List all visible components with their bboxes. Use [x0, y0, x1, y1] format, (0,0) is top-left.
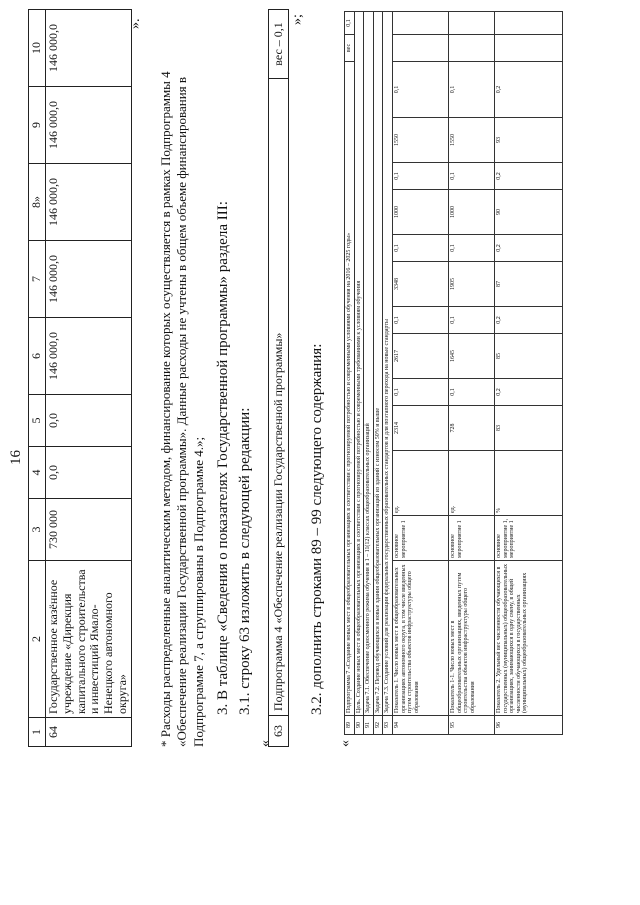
cell-value: 728 [448, 406, 494, 451]
cell-value: 1550 [392, 118, 448, 163]
table-row [448, 12, 494, 735]
row-text: Показатель 1-1. Число новых мест в общеобразовательных организациях, введенных путем строительства объектов инфраструктуры общего образования [448, 561, 494, 716]
cell-weight: 0,2 [494, 307, 562, 334]
row-text: Задача 7.1. Обеспечение односменного режима обучения в 1 – 11(12) классах общеобразовательных организаций [364, 12, 374, 716]
cell-value: 146 000,0 [46, 318, 132, 395]
row-unit: ед. [448, 451, 494, 516]
row-number: 90 [354, 716, 364, 735]
header-cell: 4 [29, 447, 46, 499]
item-3-1: 3.1. строку 63 изложить в следующей редакции: [237, 407, 253, 715]
row-unit: % [494, 451, 562, 516]
cell-weight: 0,1 [448, 307, 494, 334]
header-cell: 6 [29, 318, 46, 395]
row-number: 64 [46, 718, 132, 747]
table-row [354, 12, 364, 735]
row-kind: основное мероприятие 1 [392, 516, 448, 561]
row-name: Государственное казённое учреждение «Дирекция капитального строительства и инвестиций Ямало-Ненецкого автономного округа» [46, 561, 132, 718]
cell-value: 146 000,0 [46, 164, 132, 241]
cell-value: 87 [494, 262, 562, 307]
cell-value: 730 000 [46, 499, 132, 561]
weight-value: 0,1 [345, 12, 355, 35]
cell-weight: 0,1 [392, 163, 448, 190]
table-row [392, 12, 448, 735]
table-row [345, 12, 355, 735]
header-cell: 1 [29, 718, 46, 747]
cell-weight: 0,2 [494, 62, 562, 118]
row-text: Задача 7.3. Создание условий для реализации федеральных государственных образовательных стандартов и для поэтапного перехода на новые стандарты [383, 12, 393, 716]
table-header-row [29, 10, 46, 747]
row-kind: основное мероприятие 1 [448, 516, 494, 561]
page-number: 16 [8, 450, 24, 465]
cell-value: 83 [494, 406, 562, 451]
cell-weight: 0,1 [392, 307, 448, 334]
row-text: Подпрограмма 4 «Обеспечение реализации Государственной программы» [269, 79, 289, 716]
row-weight: вес – 0,1 [269, 10, 289, 79]
empty-cell [392, 12, 448, 35]
row-63-table [268, 9, 289, 747]
table-row [364, 12, 374, 735]
weight-label: вес [345, 35, 355, 62]
header-quote-mark: » [29, 196, 43, 202]
empty-cell [494, 12, 562, 35]
open-quote-2: « [338, 740, 353, 747]
cell-value: 3348 [392, 262, 448, 307]
cell-value: 2314 [392, 406, 448, 451]
header-cell-value: 8 [29, 202, 43, 208]
item-3: 3. В таблице «Сведения о показателях Государственной программы» раздела III: [215, 201, 231, 715]
empty-cell [392, 35, 448, 62]
bottom-table [344, 11, 563, 735]
empty-cell [448, 35, 494, 62]
table-row [383, 12, 393, 735]
header-cell: 2 [29, 561, 46, 718]
cell-value: 1000 [392, 190, 448, 235]
open-quote: « [258, 740, 273, 747]
cell-weight: 0,2 [494, 379, 562, 406]
row-number: 95 [448, 716, 494, 735]
row-text: Цель. Создание новых мест в общеобразовательных организациях в соответствии с прогнозируемой потребностью и современными требованиями к условиям обучения [354, 12, 364, 716]
cell-weight: 0,1 [448, 163, 494, 190]
row-text: Показатель 1. Число новых мест в общеобразовательных организациях автономного округа, в том числе введенных путем строительства объектов инфраструктуры общего образования [392, 561, 448, 716]
cell-weight: 0,1 [448, 235, 494, 262]
cell-weight: 0,2 [494, 235, 562, 262]
cell-value: 1000 [448, 190, 494, 235]
cell-value: 0,0 [46, 447, 132, 499]
row-text: Задача 7.2. Перевод обучающихся в новые здания общеобразовательных организаций из зданий с износом 50% и выше [373, 12, 383, 716]
cell-weight: 0,1 [392, 62, 448, 118]
header-cell: 7 [29, 241, 46, 318]
cell-value: 2617 [392, 334, 448, 379]
table-row [373, 12, 383, 735]
cell-weight: 0,1 [448, 379, 494, 406]
cell-weight: 0,2 [494, 163, 562, 190]
row-unit: ед. [392, 451, 448, 516]
cell-value: 1905 [448, 262, 494, 307]
row-text: Показатель 2. Удельный вес численности обучающихся в государственных (муниципальных) общеобразовательных организациях, занимающихся в одну смену, в общей численности обучающихся в государственных (муниципальных) общеобразовательных организациях [494, 561, 562, 716]
row-text: Подпрограмма 7 «Создание новых мест в общеобразовательных организациях в соответствии с прогнозируемой потребностью и современными условиями обучения на 2016 – 2025 годы» [345, 62, 355, 716]
cell-value: 93 [494, 118, 562, 163]
row-kind: основное мероприятие 1, мероприятие 1 [494, 516, 562, 561]
row-number: 93 [383, 716, 393, 735]
cell-value: 0,0 [46, 395, 132, 447]
empty-cell [494, 35, 562, 62]
cell-value: 1550 [448, 118, 494, 163]
header-cell: 3 [29, 499, 46, 561]
cell-value: 1645 [448, 334, 494, 379]
cell-weight: 0,1 [392, 235, 448, 262]
cell-weight: 0,1 [392, 379, 448, 406]
row-number: 94 [392, 716, 448, 735]
closing-quote: ». [128, 18, 143, 29]
cell-weight: 0,1 [448, 62, 494, 118]
header-cell: 10 [29, 10, 46, 87]
top-table [28, 9, 132, 747]
table-row [46, 10, 132, 747]
row-number: 91 [364, 716, 374, 735]
close-quote: »; [290, 14, 305, 25]
cell-value: 146 000,0 [46, 87, 132, 164]
empty-cell [448, 12, 494, 35]
item-3-2: 3.2. дополнить строками 89 – 99 следующего содержания: [309, 343, 325, 715]
row-number: 96 [494, 716, 562, 735]
cell-value: 90 [494, 190, 562, 235]
header-cell: 9 [29, 87, 46, 164]
cell-value: 146 000,0 [46, 10, 132, 87]
header-cell [29, 164, 46, 241]
row-number: 92 [373, 716, 383, 735]
footnote: * Расходы распределенные аналитическим методом, финансирование которых осуществляется в рамках Подпрограммы 4 «Обеспечение реализации Государственной программы». Данные расходы не учтены в общем объеме финансирования в Подпрограмме 7, а сгруппированы в Подпрограмме 4.»; [158, 71, 206, 747]
row-number: 63 [269, 716, 289, 747]
table-row [494, 12, 562, 735]
row-number: 89 [345, 716, 355, 735]
cell-value: 146 000,0 [46, 241, 132, 318]
header-cell: 5 [29, 395, 46, 447]
cell-value: 85 [494, 334, 562, 379]
table-row [269, 10, 289, 747]
